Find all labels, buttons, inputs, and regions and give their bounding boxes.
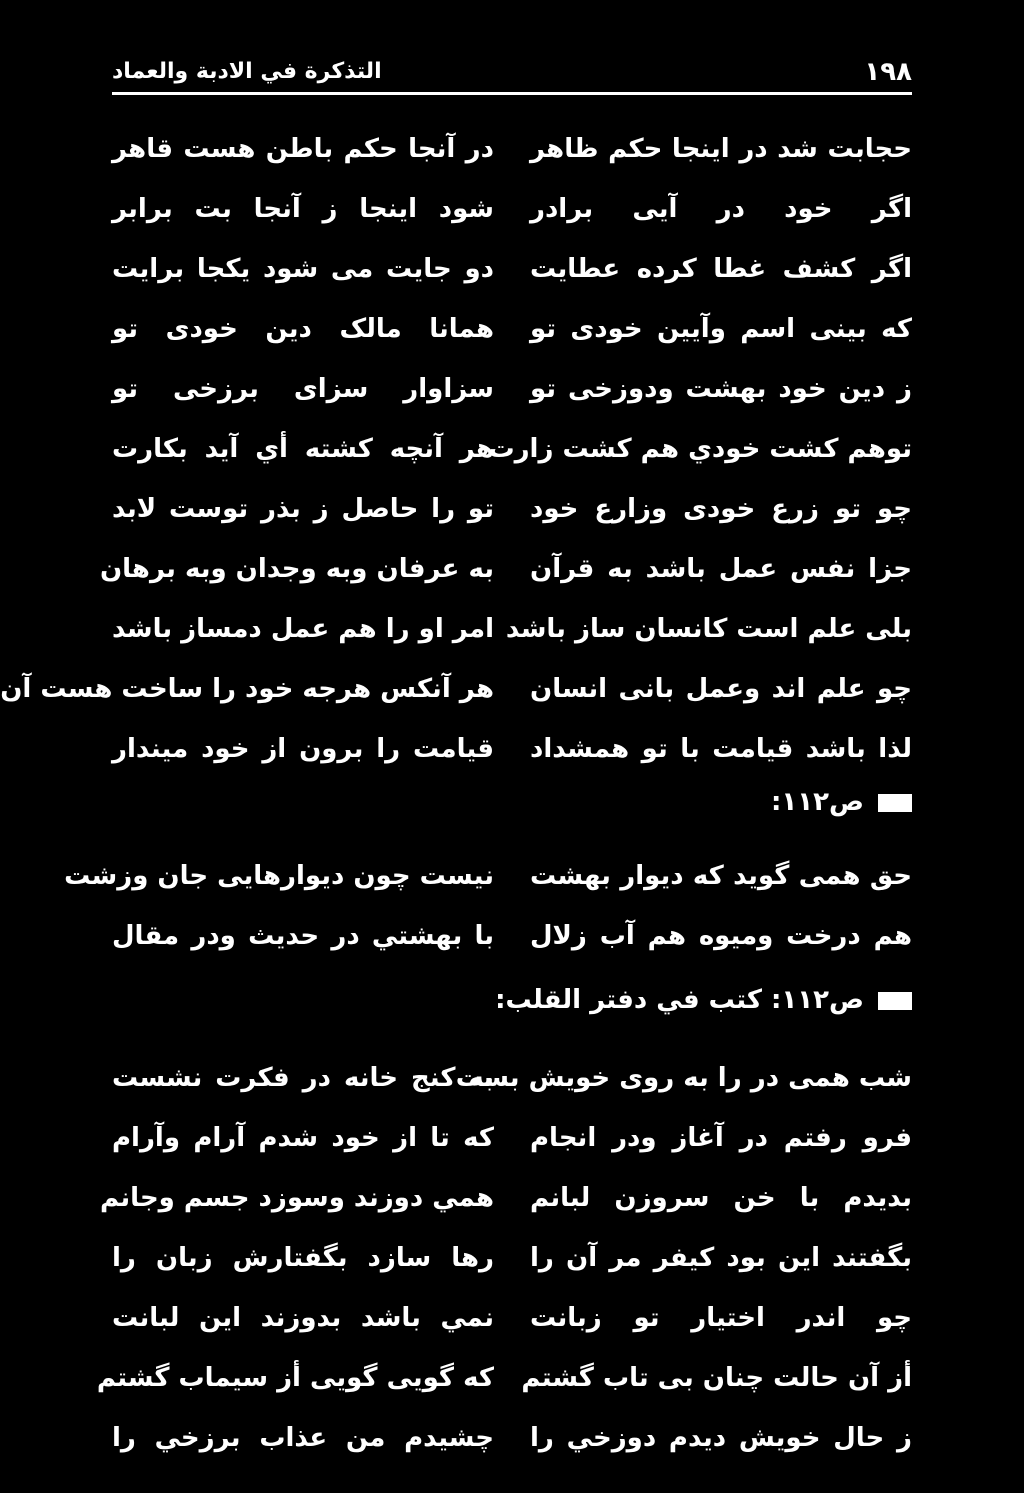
heading-row [112, 780, 912, 824]
page-header [112, 52, 912, 92]
section-heading-1 [112, 780, 912, 824]
heading-marker [878, 992, 912, 1010]
first-hemistich: چو علم اند وعمل بانی انسان [530, 674, 912, 704]
verse-row [112, 244, 912, 294]
verse-row [112, 724, 912, 774]
second-hemistich: همانا مالک دین خودی تو [112, 314, 494, 344]
first-hemistich: توهم کشت خودي هم کشت زارت [488, 434, 912, 464]
verse-row [112, 1293, 912, 1343]
first-hemistich: فرو رفتم در آغاز ودر انجام [530, 1123, 912, 1153]
first-hemistich: ز حال خویش دیدم دوزخي را [530, 1423, 912, 1453]
first-hemistich: هم درخت ومیوه هم آب زلال [530, 921, 912, 951]
first-hemistich: حق همی گوید که دیوار بهشت [530, 861, 912, 891]
second-hemistich: هر آنکس هرجه خود را ساخت هست آن [0, 674, 494, 704]
verse-row [112, 1113, 912, 1163]
poem-section-2 [64, 851, 912, 961]
second-hemistich: قیامت را برون از خود میندار [112, 734, 494, 764]
poem-section-1 [0, 124, 912, 784]
verse-row [99, 544, 912, 594]
second-hemistich: نیست چون دیوارهایی جان وزشت [64, 861, 494, 891]
verse-row [112, 1053, 912, 1103]
poem-section-3 [96, 1053, 912, 1463]
page-number: ١٩٨ [864, 57, 912, 87]
second-hemistich: رها سازد بگفتارش زبان را [112, 1243, 494, 1273]
heading-marker [878, 794, 912, 812]
first-hemistich: چو تو زرع خودی وزارع خود [530, 494, 912, 524]
heading-text: ص١١٢: كتب في دفتر القلب: [495, 985, 864, 1015]
first-hemistich: حجابت شد در اینجا حکم ظاهر [530, 134, 912, 164]
first-hemistich: شب همی در را به روی خویش بست [455, 1063, 912, 1093]
second-hemistich: امر او را هم عمل دمساز باشد [111, 614, 494, 644]
first-hemistich: لذا باشد قیامت با تو همشداد [530, 734, 912, 764]
second-hemistich: نمي باشد بدوزند این لبانت [112, 1303, 494, 1333]
first-hemistich: أز آن حالت چنان بی تاب گشتم [521, 1363, 912, 1393]
second-hemistich: به عرفان وبه وجدان وبه برهان [99, 554, 494, 584]
second-hemistich: تو را حاصل ز بذر توست لابد [112, 494, 494, 524]
verse-row [112, 1413, 912, 1463]
second-hemistich: که گویی گویی أز سیماب گشتم [96, 1363, 494, 1393]
second-hemistich: شود اینجا ز آنجا بت برابر [112, 194, 494, 224]
second-hemistich: همي دوزند وسوزد جسم وجانم [100, 1183, 494, 1213]
verse-row [112, 604, 912, 654]
verse-row [112, 484, 912, 534]
second-hemistich: در آنجا حکم باطن هست قاهر [112, 134, 494, 164]
verse-row [96, 1353, 912, 1403]
heading-text: ص١١٢: [771, 787, 864, 817]
verse-row [112, 364, 912, 414]
first-hemistich: جزا نفس عمل باشد به قرآن [530, 554, 912, 584]
second-hemistich: دو جایت می شود یکجا برایت [112, 254, 494, 284]
heading-row [112, 978, 912, 1022]
second-hemistich: که تا از خود شدم آرام وآرام [112, 1123, 494, 1153]
first-hemistich: ز دین خود بهشت ودوزخی تو [530, 374, 912, 404]
verse-row [100, 1173, 912, 1223]
first-hemistich: اگر کشف غطا کرده عطایت [530, 254, 912, 284]
first-hemistich: بگفتند این بود کیفر مر آن را [530, 1243, 912, 1273]
verse-row [112, 424, 912, 474]
verse-row [112, 911, 912, 961]
second-hemistich: سزاوار سزای برزخی تو [112, 374, 494, 404]
verse-row [112, 124, 912, 174]
second-hemistich: هر آنچه کشته أي آید بکارت [112, 434, 494, 464]
verse-row [112, 1233, 912, 1283]
second-hemistich: به کنج خانه در فکرت نشست [112, 1063, 494, 1093]
verse-row [112, 304, 912, 354]
first-hemistich: که بینی اسم وآیین خودی تو [530, 314, 912, 344]
running-title: التذكرة في الادبة والعماد [112, 59, 382, 84]
verse-row [64, 851, 912, 901]
verse-row [0, 664, 912, 714]
verse-row [112, 184, 912, 234]
header-divider [112, 92, 912, 95]
first-hemistich: اگر خود در آیی برادر [530, 194, 912, 224]
second-hemistich: چشیدم من عذاب برزخي را [112, 1423, 494, 1453]
section-heading-2 [112, 978, 912, 1022]
first-hemistich: بلی علم است کانسان ساز باشد [505, 614, 912, 644]
first-hemistich: چو اندر اختیار تو زبانت [530, 1303, 912, 1333]
second-hemistich: با بهشتي در حدیث ودر مقال [112, 921, 494, 951]
first-hemistich: بدیدم با خن سروزن لبانم [530, 1183, 912, 1213]
